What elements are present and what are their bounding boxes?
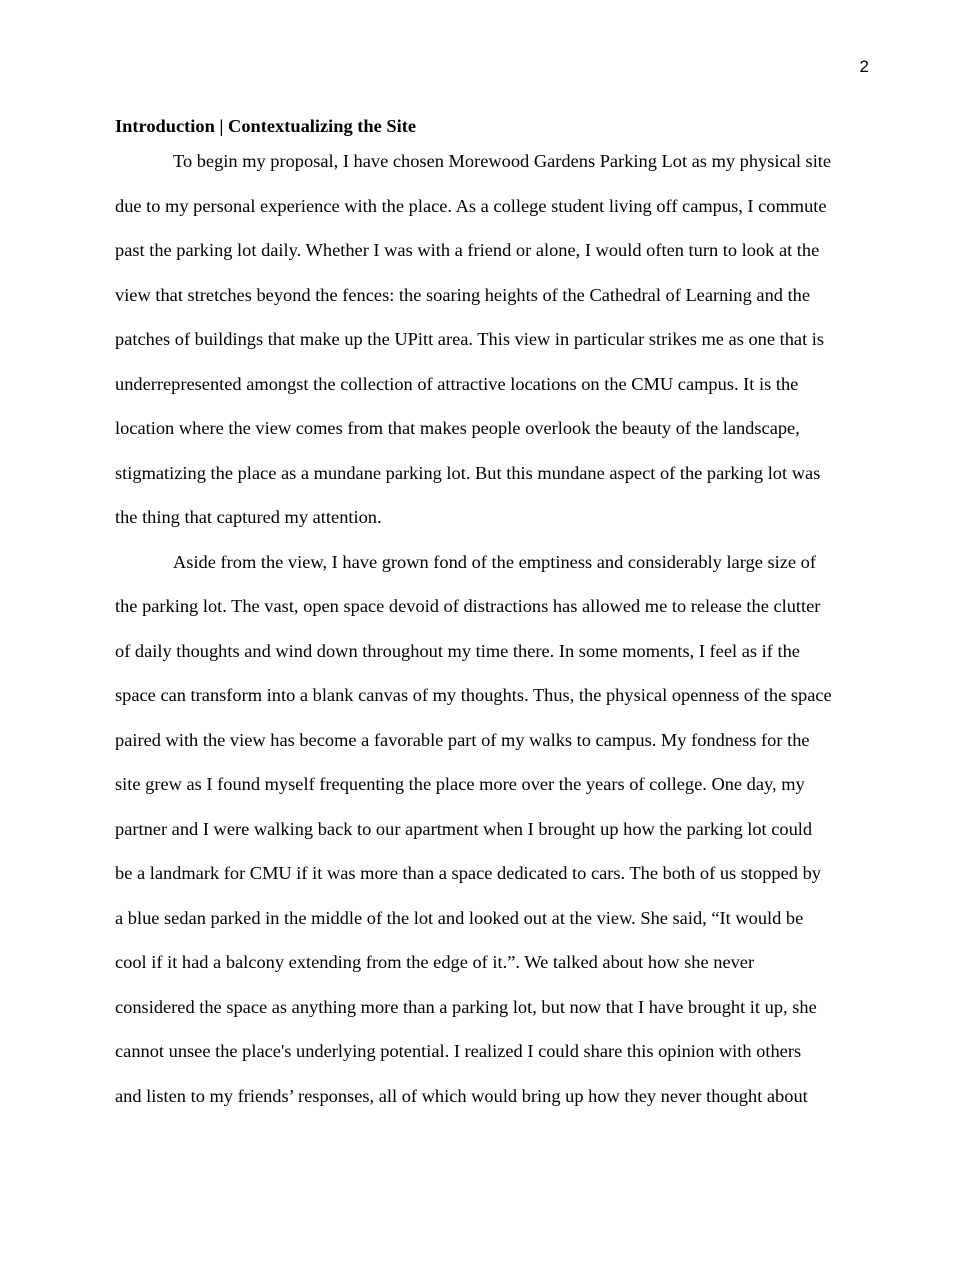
paragraph-2 (115, 540, 870, 1119)
paragraph-1 (115, 139, 870, 540)
paragraph-line: paired with the view has become a favorable part of my walks to campus. My fondness for the (115, 729, 810, 750)
document-body (115, 113, 870, 1118)
paragraph-line: considered the space as anything more than a parking lot, but now that I have brought it up, she (115, 996, 817, 1017)
paragraph-line: To begin my proposal, I have chosen Morewood Gardens Parking Lot as my physical site (173, 151, 832, 171)
page-number: 2 (859, 57, 869, 76)
paragraph-line: Aside from the view, I have grown fond of the emptiness and considerably large size of (173, 551, 816, 572)
paragraph-line: and listen to my friends’ responses, all of which would bring up how they never thought about (115, 1085, 808, 1106)
section-heading: Introduction | Contextualizing the Site (115, 116, 417, 136)
paragraph-line: be a landmark for CMU if it was more than a space dedicated to cars. The both of us stopped by (115, 863, 821, 883)
paragraph-line: patches of buildings that make up the UPitt area. This view in particular strikes me as one that is (115, 329, 825, 349)
paragraph-line: location where the view comes from that makes people overlook the beauty of the landscape, (115, 418, 800, 438)
paragraph-line: space can transform into a blank canvas of my thoughts. Thus, the physical openness of the space (115, 685, 832, 705)
paragraph-line: cannot unsee the place's underlying potential. I realized I could share this opinion with others (115, 1041, 802, 1061)
paragraph-line: cool if it had a balcony extending from the edge of it.”. We talked about how she never (115, 952, 755, 972)
paragraph-line: stigmatizing the place as a mundane parking lot. But this mundane aspect of the parking lot was (115, 462, 821, 483)
paragraph-line: a blue sedan parked in the middle of the lot and looked out at the view. She said, “It would be (115, 907, 804, 928)
paragraph-line: view that stretches beyond the fences: the soaring heights of the Cathedral of Learning and the (115, 284, 811, 305)
paragraph-line: partner and I were walking back to our apartment when I brought up how the parking lot could (115, 818, 813, 839)
paragraph-line: of daily thoughts and wind down throughout my time there. In some moments, I feel as if the (115, 640, 800, 661)
paragraph-line: the thing that captured my attention. (115, 507, 382, 527)
paragraph-line: past the parking lot daily. Whether I was with a friend or alone, I would often turn to look at the (115, 240, 820, 260)
paragraph-line: due to my personal experience with the place. As a college student living off campus, I commute (115, 195, 827, 216)
paragraph-line: site grew as I found myself frequenting the place more over the years of college. One day, my (115, 774, 805, 794)
paragraph-line: the parking lot. The vast, open space devoid of distractions has allowed me to release the clutter (115, 596, 821, 616)
paragraph-line: underrepresented amongst the collection of attractive locations on the CMU campus. It is the (115, 373, 799, 394)
